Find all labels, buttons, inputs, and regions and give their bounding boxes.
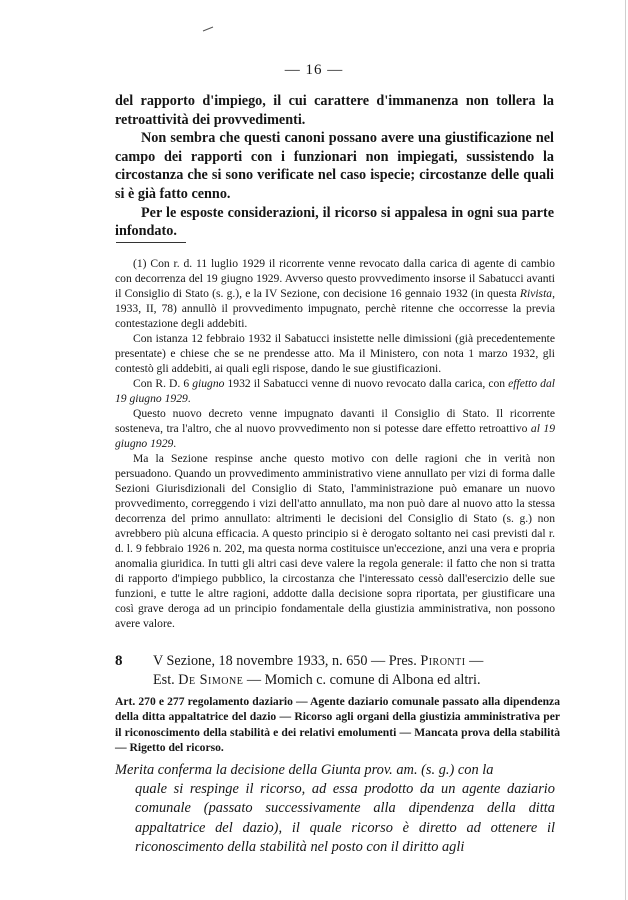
footnote-para-1 bbox=[115, 256, 555, 331]
case-massima: Art. 270 e 277 regolamento daziario — Agente daziario comunale passato alla dipendenza della ditta appaltatrice del dazio — Ricorso agli organi della giustizia amministrativa per il riconoscimento della stabilità e dei relativi emolumenti — Mancata prova della stabilità — Rigetto del ricorso. bbox=[115, 695, 560, 755]
footnote-italic: al 19 giugno 1929 bbox=[115, 422, 556, 450]
case-estensore: De Simone bbox=[178, 672, 244, 688]
footnote-rivista: Rivista bbox=[519, 287, 553, 300]
footnote-text: Questo nuovo decreto venne impugnato davanti il Consiglio di Stato. Il ricorrente sosteneva, tra l'altro, che al nuovo provvedimento non si potesse dare effetto retroattivo bbox=[115, 407, 555, 435]
case-number: 8 bbox=[115, 653, 123, 669]
footnote-text: , 1933, II, 78) annullò il provvedimento impugnato, perchè ritenne che occorresse la previa contestazione degli addebiti. bbox=[115, 287, 555, 330]
footnote-para-3 bbox=[115, 376, 555, 406]
case-text: — Momich c. comune di Albona ed altri. bbox=[243, 672, 481, 688]
case-summary bbox=[115, 761, 555, 857]
footnote-para-2: Con istanza 12 febbraio 1932 il Sabatucci insistette nelle dimissioni (già precedentemente presentate) e chiese che se ne prendesse atto. Ma il Ministero, con nota 1 marzo 1932, gli contestò gli addebiti, ai quali egli rispose, dando le sue giustificazioni. bbox=[115, 332, 555, 375]
main-text bbox=[115, 92, 554, 241]
footnote-marker: (1) bbox=[133, 257, 147, 270]
footnote-text: . bbox=[187, 392, 191, 405]
case-text: V Sezione, 18 novembre 1933, n. 650 — Pres. bbox=[153, 653, 421, 669]
footnote-italic: effetto dal 19 giugno 1929 bbox=[115, 377, 555, 405]
footnote-text: 1932 il Sabatucci venne di nuovo revocato dalla carica, con bbox=[224, 377, 509, 390]
footnote bbox=[115, 256, 555, 631]
summary-continuation: quale si respinge il ricorso, ad essa prodotto da un agente daziario comunale (passato successivamente alla dipendenza della ditta appaltatrice del dazio), il quale ricorso è diretto ad ottenere il riconoscimento della stabilità nel posto con il diritto agli bbox=[135, 781, 555, 855]
footnote-text: Con R. D. 6 bbox=[133, 377, 193, 390]
footnote-para-4 bbox=[115, 406, 555, 451]
case-text: — bbox=[465, 653, 484, 669]
case-line-2 bbox=[153, 671, 560, 690]
summary-first-line: Merita conferma la decisione della Giunta prov. am. (s. g.) con la bbox=[115, 762, 494, 778]
paragraph-1: del rapporto d'impiego, il cui carattere d'immanenza non tollera la retroattività dei provvedimenti. bbox=[115, 93, 554, 128]
case-text: Est. bbox=[153, 672, 179, 688]
footnote-text: Con r. d. 11 luglio 1929 il ricorrente venne revocato dalla carica di agente di cambio con decorrenza del 19 giugno 1929. Avverso questo provvedimento insorse il Sabatucci avanti il Consiglio di Stato (s. g.), e la IV Sezione, con decisione 16 gennaio 1932 (in questa bbox=[115, 257, 555, 300]
footnote-text: . bbox=[173, 437, 177, 450]
footnote-italic: giugno bbox=[192, 377, 225, 390]
paragraph-2: Non sembra che questi canoni possano avere una giustificazione nel campo dei rapporti con i funzionari non impiegati, sussistendo la circostanza che si sono verificate nel caso ispecie; circostanze delle quali si è già fatto cenno. bbox=[115, 130, 554, 202]
case-header-text bbox=[153, 652, 560, 690]
case-president: Pironti bbox=[420, 653, 466, 669]
ink-speck bbox=[202, 26, 214, 32]
footnote-para-5: Ma la Sezione respinse anche questo motivo con delle ragioni che in verità non persuadono. Quando un provvedimento amministrativo viene annullato per vizi di forma dalle Sezioni Giurisdizionali del Consiglio di Stato, l'amministrazione può emanare un nuovo provvedimento, correggendo i vizi dell'atto annullato, ma non può dare al nuovo atto la stessa decorrenza del primo annullato: altrimenti le decisioni del Consiglio di Stato (s. g.) non avrebbero più alcuna efficacia. A questo principio si è derogato soltanto nei casi previsti dal r. d. l. 9 febbraio 1926 n. 202, ma questa norma costituisce un'eccezione, anzi una vera e propria anomalia giuridica. In tutti gli altri casi deve valere la regola generale: il fatto che non si tratta di rapporto d'impiego pubblico, la circostanza che l'interessato cessò dall'esercizio delle sue funzioni, e tutte le altre ragioni, addotte dalla decisione sopra riportata, per giustificare una così grave deroga ad un principio fondamentale della giustizia amministrativa, non possono avere valore. bbox=[115, 452, 555, 630]
footnote-divider bbox=[116, 242, 186, 243]
page-number: — 16 — bbox=[284, 62, 344, 78]
case-line-1 bbox=[153, 652, 560, 671]
paragraph-3: Per le esposte considerazioni, il ricorso si appalesa in ogni sua parte infondato. bbox=[115, 204, 554, 240]
case-header bbox=[115, 652, 560, 690]
scan-edge-line bbox=[625, 0, 626, 900]
